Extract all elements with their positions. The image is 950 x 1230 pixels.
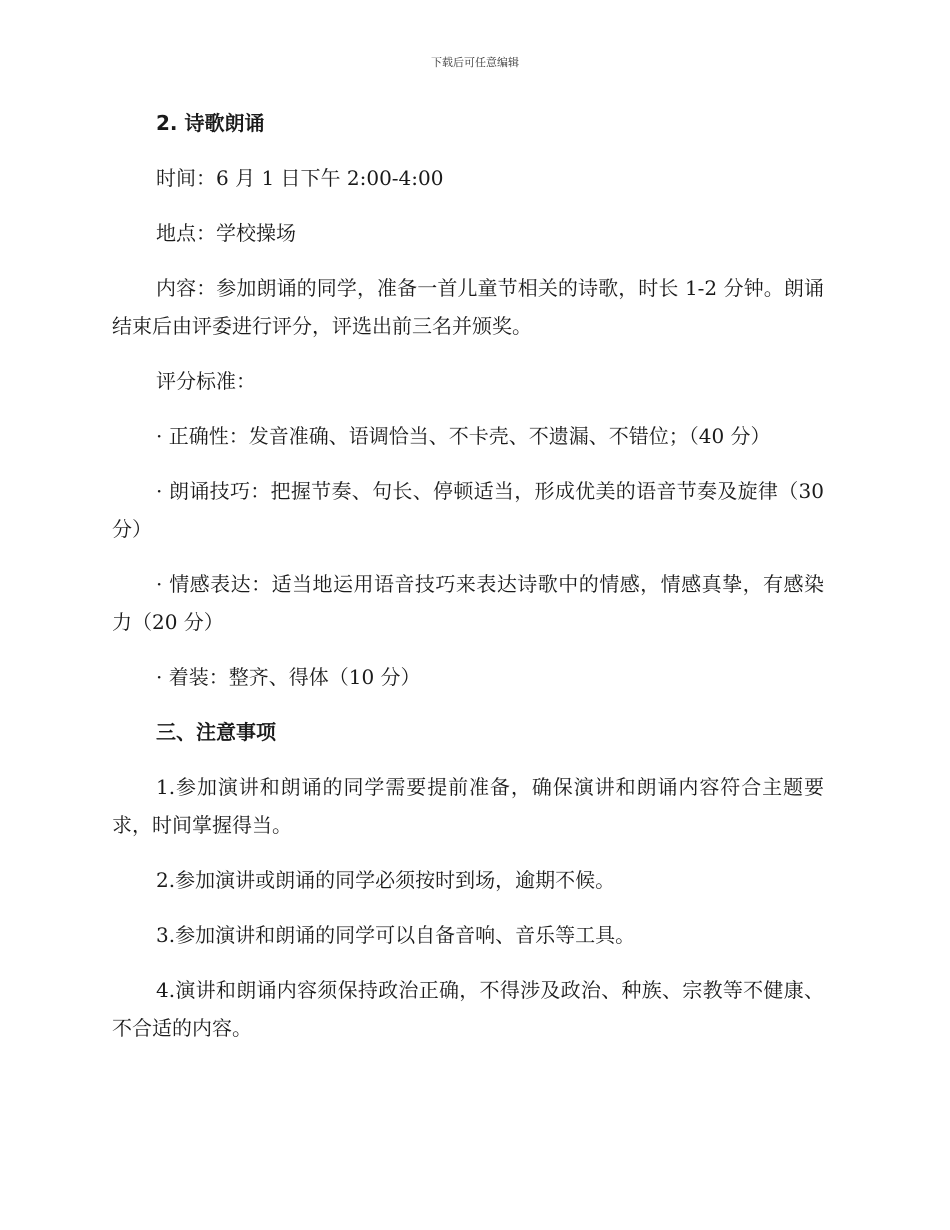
notice-item-3: 3.参加演讲和朗诵的同学可以自备音响、音乐等工具。 [156,923,636,947]
notice-item-1: 1.参加演讲和朗诵的同学需要提前准备，确保演讲和朗诵内容符合主题要求，时间掌握得当。 [112,775,824,837]
criteria-title: 评分标准： [156,369,256,393]
criteria-item-accuracy: · 正确性：发音准确、语调恰当、不卡壳、不遗漏、不错位；（40 分） [156,424,771,448]
event-place: 地点：学校操场 [156,221,296,245]
page-header: 下载后可任意编辑 [431,56,519,69]
criteria-item-attire: · 着装：整齐、得体（10 分） [156,665,421,689]
event-time: 时间：6 月 1 日下午 2:00-4:00 [156,166,444,190]
section-2-title: 2. 诗歌朗诵 [156,111,265,135]
criteria-item-technique: · 朗诵技巧：把握节奏、句长、停顿适当，形成优美的语音节奏及旋律（30 分） [112,479,824,541]
notice-item-4: 4.演讲和朗诵内容须保持政治正确，不得涉及政治、种族、宗教等不健康、不合适的内容。 [112,978,824,1040]
event-content: 内容：参加朗诵的同学，准备一首儿童节相关的诗歌，时长 1-2 分钟。朗诵结束后由评委进行评分，评选出前三名并颁奖。 [112,276,824,338]
criteria-item-emotion: · 情感表达：适当地运用语音技巧来表达诗歌中的情感，情感真挚，有感染力（20 分） [112,572,824,634]
notice-item-2: 2.参加演讲或朗诵的同学必须按时到场，逾期不候。 [156,868,616,892]
document-body [112,104,824,1064]
section-3-title: 三、注意事项 [156,720,276,744]
